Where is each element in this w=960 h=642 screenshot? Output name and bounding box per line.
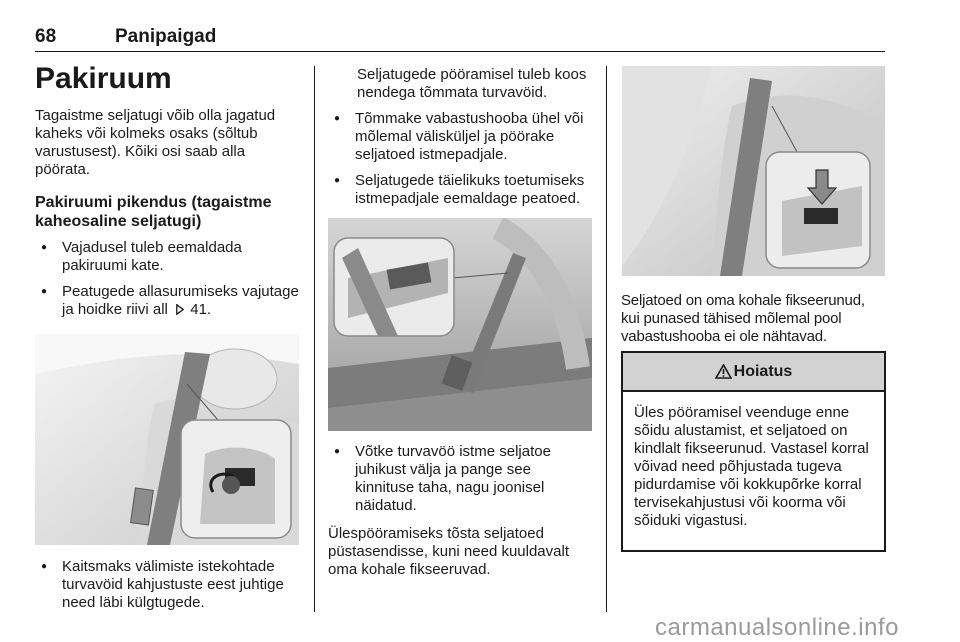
bullet-item: ● Tõmmake vabastushooba ühel või mõlemal välisküljel ja pöörake seljatoed istmepadjale. xyxy=(328,110,594,164)
page-header xyxy=(35,26,885,50)
caption-paragraph: Seljatoed on oma kohale fikseerunud, kui punased tähised mõlemal pool vabastushooba ei ole nähtavad. xyxy=(621,292,865,345)
column-divider-1 xyxy=(314,66,315,612)
bullet-item-reference xyxy=(35,283,303,319)
warning-header xyxy=(623,353,884,392)
watermark: carmanualsonline.info xyxy=(655,614,899,641)
figure-headrest-latch xyxy=(35,334,299,545)
page-reference: 41. xyxy=(190,301,212,318)
header-rule xyxy=(35,51,885,52)
seatbelt-guide-illustration xyxy=(328,218,592,431)
warning-box xyxy=(621,351,886,552)
section-title: Pakiruum xyxy=(35,62,172,95)
column-2 xyxy=(328,66,594,579)
paragraph: Seljatugede pööramisel tuleb koos nendega tõmmata turvavöid. xyxy=(357,66,587,101)
intro-paragraph: Tagaistme seljatugi võib olla jagatud kaheks või kolmeks osaks (sõltub varustusest). Kõiki osi saab alla pöörata. xyxy=(35,107,276,178)
figure-seatbelt-guide xyxy=(328,218,592,431)
figure-release-lever xyxy=(622,66,885,276)
page-number: 68 xyxy=(35,26,57,47)
bullet-text: Peatugede allasurumiseks vajutage ja hoidke riivi all xyxy=(62,283,299,318)
column-1 xyxy=(35,62,303,612)
release-lever-illustration xyxy=(622,66,885,276)
column-divider-2 xyxy=(606,66,607,612)
bullet-item: ● Seljatugede täielikuks toetumiseks istmepadjale eemaldage peatoed. xyxy=(328,172,594,208)
paragraph: Ülespööramiseks tõsta seljatoed püstasendisse, kuni need kuuldavalt oma kohale fikseeruvad. xyxy=(328,525,569,578)
bullet-item: ● Kaitsmaks välimiste istekohtade turvavöid kahjustuste eest juhtige need läbi külgtugede. xyxy=(35,558,303,612)
warning-text: Üles pööramisel veenduge enne sõidu alustamist, et seljatoed on kindlalt fikseerunud. Vastasel korral võivad need põhjustada tugeva pidurdamise või kokkupõrke korral tervisekahjustusi või koorma või sõiduki vigastusi. xyxy=(634,404,869,529)
column-3 xyxy=(622,66,886,346)
headrest-latch-illustration xyxy=(35,334,299,545)
running-title: Panipaigad xyxy=(115,26,217,47)
bullet-item: ● Võtke turvavöö istme seljatoe juhikust välja ja pange see kinnituse taha, nagu joonisel näidatud. xyxy=(328,443,594,515)
warning-title: Hoiatus xyxy=(733,362,793,380)
bullet-item: ● Vajadusel tuleb eemaldada pakiruumi kate. xyxy=(35,239,303,275)
warning-triangle-icon xyxy=(715,364,732,379)
subheading: Pakiruumi pikendus (tagaistme kaheosaline seljatugi) xyxy=(35,194,272,230)
triangle-reference-icon xyxy=(176,304,184,315)
